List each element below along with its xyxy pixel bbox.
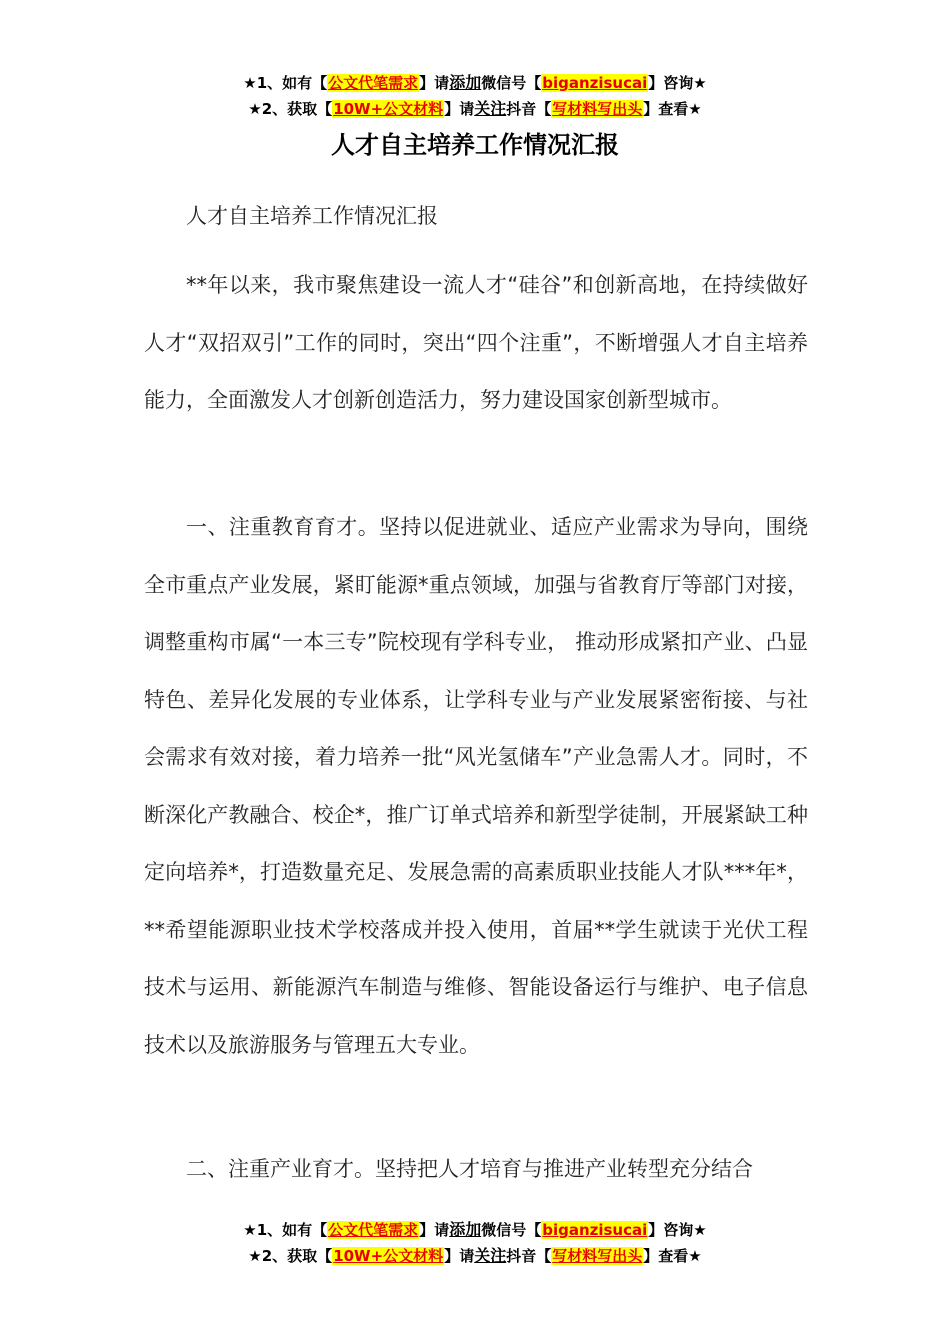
- banner-emphasis: 添加: [449, 1220, 482, 1239]
- banner-text: 】请: [419, 74, 450, 92]
- banner-emphasis: 添加: [449, 73, 482, 92]
- banner-text: 】请: [444, 1247, 475, 1265]
- banner-text: ★2、获取【: [248, 100, 333, 118]
- banner-text: 】咨询★: [648, 1221, 707, 1239]
- paragraph-text: **年以来，我市聚焦建设一流人才“硅谷”和创新高地，在持续做好人才“双招双引”工作的同时，突出“四个注重”，不断增强人才自主培养能力，全面激发人才创新创造活力，努力建设国家创新型城市。: [144, 273, 808, 412]
- banner-highlight: biganzisucai: [542, 1221, 648, 1239]
- banner-text: 】咨询★: [648, 74, 707, 92]
- header-banner: [0, 70, 950, 122]
- banner-text: 微信号【: [481, 1221, 542, 1239]
- banner-highlight: biganzisucai: [542, 74, 648, 92]
- banner-text: 】查看★: [643, 100, 702, 118]
- banner-highlight: 公文代笔需求: [328, 74, 419, 92]
- paragraph-text: 二、注重产业育才。坚持把人才培育与推进产业转型充分结合: [186, 1157, 753, 1181]
- paragraph-section-1: [144, 499, 808, 1074]
- document-subtitle: 人才自主培养工作情况汇报: [186, 204, 438, 228]
- banner-line-1: [0, 1217, 950, 1243]
- banner-text: ★1、如有【: [243, 1221, 328, 1239]
- footer-banner: [0, 1217, 950, 1269]
- document-title: 人才自主培养工作情况汇报: [331, 131, 619, 159]
- banner-emphasis: 关注: [474, 99, 507, 118]
- banner-line-2: [0, 1243, 950, 1269]
- banner-line-1: [0, 70, 950, 96]
- banner-text: 】查看★: [643, 1247, 702, 1265]
- banner-text: ★2、获取【: [248, 1247, 333, 1265]
- banner-line-2: [0, 96, 950, 122]
- banner-text: ★1、如有【: [243, 74, 328, 92]
- banner-highlight: 公文代笔需求: [328, 1221, 419, 1239]
- banner-highlight: 写材料写出头: [552, 100, 643, 118]
- banner-text: 微信号【: [481, 74, 542, 92]
- banner-text: 】请: [419, 1221, 450, 1239]
- banner-highlight: 10W+公文材料: [333, 100, 444, 118]
- banner-text: 】请: [444, 100, 475, 118]
- paragraph-intro: [144, 257, 808, 430]
- paragraph-text: 一、注重教育育才。坚持以促进就业、适应产业需求为导向，围绕全市重点产业发展，紧盯能源*重点领域，加强与省教育厅等部门对接，调整重构市属“一本三专”院校现有学科专业， 推动形成紧扣产业、凸显特色、差异化发展的专业体系，让学科专业与产业发展紧密衔接、与社会需求有效对接，着力培养一批“风光氢储车”产业急需人才。同时，不断深化产教融合、校企*，推广订单式培养和新型学徒制，开展紧缺工种定向培养*，打造数量充足、发展急需的高素质职业技能人才队***年*，**希望能源职业技术学校落成并投入使用，首届**学生就读于光伏工程技术与运用、新能源汽车制造与维修、智能设备运行与维护、电子信息技术以及旅游服务与管理五大专业。: [144, 515, 808, 1057]
- paragraph-section-2: [144, 1141, 808, 1199]
- banner-highlight: 10W+公文材料: [333, 1247, 444, 1265]
- banner-text: 抖音【: [506, 100, 552, 118]
- banner-highlight: 写材料写出头: [552, 1247, 643, 1265]
- banner-text: 抖音【: [506, 1247, 552, 1265]
- banner-emphasis: 关注: [474, 1246, 507, 1265]
